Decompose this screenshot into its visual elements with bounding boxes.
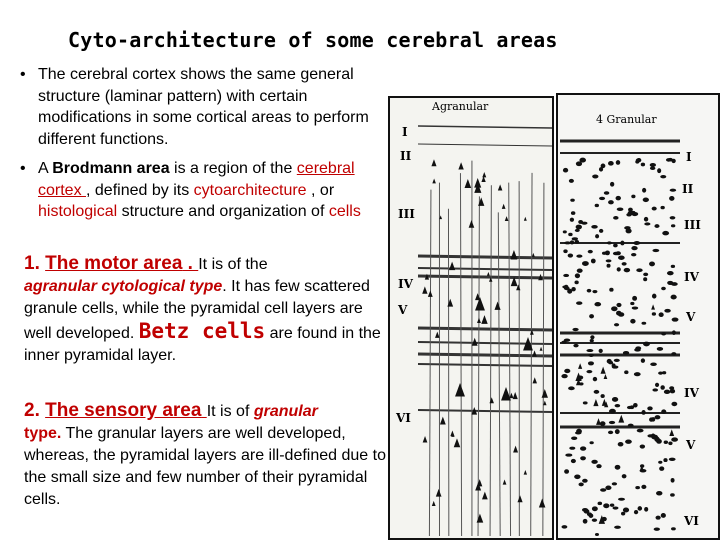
granule-cell xyxy=(640,445,645,449)
granule-cell xyxy=(591,225,598,229)
section-heading-suffix: . xyxy=(182,253,199,274)
granule-cell xyxy=(598,502,603,506)
granule-cell xyxy=(594,390,600,394)
granule-cell xyxy=(631,211,635,214)
granule-cell xyxy=(602,252,607,255)
granule-cell xyxy=(571,459,576,463)
granule-cell xyxy=(587,289,592,293)
granule-cell xyxy=(608,200,614,204)
granule-cell xyxy=(616,303,621,307)
granule-cell xyxy=(626,213,631,217)
granule-cell xyxy=(660,206,664,209)
granular-layer-label: V xyxy=(686,438,696,452)
granule-cell xyxy=(573,344,578,347)
granule-cell xyxy=(643,198,649,203)
granule-cell xyxy=(631,195,635,199)
granule-cell xyxy=(669,196,674,201)
granule-cell xyxy=(642,188,646,193)
granule-cell xyxy=(644,222,650,225)
granule-cell xyxy=(624,370,628,374)
granule-cell xyxy=(570,199,575,202)
granule-cell xyxy=(643,273,648,277)
granule-cell xyxy=(582,479,588,483)
granule-cell xyxy=(654,527,660,530)
granule-cell xyxy=(666,158,671,162)
granule-cell xyxy=(634,510,638,514)
granule-cell xyxy=(641,358,645,363)
granule-cell xyxy=(608,161,614,166)
section-body: The granular layers are well developed, whereas, the pyramidal layers are ill-defined due to the small size and few number of their pyramidal cells. xyxy=(24,425,386,508)
granule-cell xyxy=(638,506,643,511)
granule-cell xyxy=(592,174,598,178)
agranular-layer-label: I xyxy=(402,125,408,139)
granule-cell xyxy=(599,229,603,233)
bullet-text-part: , or xyxy=(306,181,335,199)
granule-cell xyxy=(572,237,578,240)
granule-cell xyxy=(630,319,635,324)
section-lead: It is of the xyxy=(198,256,268,273)
granule-cell xyxy=(569,179,574,183)
granule-cell xyxy=(635,346,641,349)
granule-cell xyxy=(580,446,586,450)
granule-cell xyxy=(603,503,609,508)
granule-cell xyxy=(623,508,629,513)
granule-cell xyxy=(570,218,574,222)
granule-cell xyxy=(610,503,615,506)
granular-layer-label: IV xyxy=(684,386,699,400)
bullet-brodmann-area xyxy=(20,158,383,223)
granule-cell xyxy=(572,328,578,331)
granule-cell xyxy=(574,474,580,479)
granule-cell xyxy=(644,217,648,222)
granule-cell xyxy=(655,383,659,387)
section-heading: The motor area xyxy=(45,253,183,274)
granule-cell xyxy=(661,287,666,290)
granule-cell xyxy=(650,362,657,365)
granule-cell xyxy=(671,265,675,268)
granule-cell xyxy=(671,224,675,227)
granule-cell xyxy=(617,267,621,271)
granule-cell xyxy=(670,389,675,393)
granule-cell xyxy=(576,161,582,166)
granule-cell xyxy=(595,533,599,536)
granule-cell xyxy=(664,390,670,394)
granule-cell xyxy=(652,294,656,299)
granule-cell xyxy=(609,288,613,292)
granule-cell xyxy=(612,363,616,368)
section-number: 2. xyxy=(24,400,46,421)
granule-cell xyxy=(571,287,575,291)
bullet-text-part: , defined by its xyxy=(86,181,194,199)
granule-cell xyxy=(659,312,664,317)
granule-cell xyxy=(564,241,571,244)
section-number: 1. xyxy=(24,253,46,274)
granule-cell xyxy=(672,318,679,322)
granule-cell xyxy=(576,429,582,434)
granule-cell xyxy=(574,280,578,284)
granule-cell xyxy=(670,216,676,219)
granule-cell xyxy=(634,372,641,376)
agranular-frame xyxy=(389,97,553,539)
granule-cell xyxy=(611,306,617,311)
granule-cell xyxy=(616,160,621,165)
link-cytoarchitecture[interactable]: cytoarchitecture xyxy=(193,181,307,199)
granule-cell xyxy=(577,268,583,272)
granule-cell xyxy=(605,486,611,490)
granule-cell xyxy=(672,159,676,163)
granule-cell xyxy=(607,359,612,364)
granule-cell xyxy=(636,268,642,272)
granule-cell xyxy=(635,486,640,489)
granule-cell xyxy=(671,282,678,286)
granule-cell xyxy=(568,254,573,258)
bullet-text-part: structure and organization of xyxy=(117,203,329,220)
granule-cell xyxy=(588,250,593,254)
granular-layer-label: II xyxy=(682,182,694,196)
agranular-layer-label: III xyxy=(398,207,415,221)
granule-cell xyxy=(595,204,599,207)
granular-layer-label: VI xyxy=(684,514,699,528)
granular-layer-label: I xyxy=(686,150,692,164)
granule-cell xyxy=(595,234,599,238)
granule-cell xyxy=(568,233,572,236)
brodmann-term: Brodmann area xyxy=(52,160,170,177)
granule-cell xyxy=(621,512,625,516)
granule-cell xyxy=(652,312,656,315)
granule-cell xyxy=(601,164,606,169)
granule-cell xyxy=(671,437,678,441)
granule-cell xyxy=(667,271,674,275)
granule-cell xyxy=(564,469,569,474)
bullet-text-part: is a region of the xyxy=(169,160,297,177)
granule-cell xyxy=(599,349,603,353)
section-body: are found in the inner pyramidal layer. xyxy=(24,325,381,364)
granule-cell xyxy=(626,229,632,234)
granule-cell xyxy=(663,458,667,462)
granule-cell xyxy=(592,518,597,521)
granule-cell xyxy=(670,493,675,496)
granule-cell xyxy=(618,498,625,501)
granule-cell xyxy=(655,415,661,419)
granule-cell xyxy=(650,166,655,170)
granule-cell xyxy=(576,225,582,230)
granule-cell xyxy=(593,377,597,381)
granule-cell xyxy=(600,488,606,492)
bullet-dot: • xyxy=(20,160,26,177)
granule-cell xyxy=(565,453,572,456)
granule-cell xyxy=(650,163,656,167)
granule-cell xyxy=(612,397,618,402)
granule-cell xyxy=(633,241,640,245)
granule-cell xyxy=(579,483,584,487)
section-body: . It has few scattered granule cells, while the pyramidal cell layers are well developed. xyxy=(24,278,370,342)
granule-cell xyxy=(630,405,634,409)
granular-layer-label: V xyxy=(686,310,696,324)
granule-cell xyxy=(614,359,620,362)
granule-cell xyxy=(561,374,567,378)
granule-cell xyxy=(649,262,655,267)
granule-cell xyxy=(616,311,621,316)
granule-cell xyxy=(631,253,636,256)
granule-cell xyxy=(596,464,601,468)
granule-cell xyxy=(660,175,666,178)
granule-cell xyxy=(568,386,575,390)
granule-cell xyxy=(628,424,634,427)
granule-cell xyxy=(592,290,597,293)
granular-label: 4 Granular xyxy=(596,113,657,126)
granule-cell xyxy=(657,168,661,173)
granule-cell xyxy=(652,249,659,252)
granule-cell xyxy=(609,409,616,414)
section-sensory-area xyxy=(24,400,386,511)
granular-layer-label: IV xyxy=(684,270,699,284)
link-cells[interactable]: cells xyxy=(328,203,361,220)
granule-cell xyxy=(631,246,637,250)
granule-cell xyxy=(590,339,594,342)
agranular-layer-label: IV xyxy=(398,277,413,291)
granule-cell xyxy=(643,342,650,347)
granule-cell xyxy=(607,264,611,268)
link-histological[interactable]: histological xyxy=(38,203,118,220)
granule-cell xyxy=(658,371,663,374)
granule-cell xyxy=(588,354,594,357)
granule-cell xyxy=(670,189,676,192)
granule-cell xyxy=(582,261,589,266)
granule-cell xyxy=(586,370,592,373)
granule-cell xyxy=(612,482,617,485)
granule-cell xyxy=(628,208,633,212)
granule-cell xyxy=(656,516,661,520)
granule-cell xyxy=(661,409,666,413)
section-motor-area xyxy=(24,253,386,367)
granule-cell xyxy=(601,394,605,398)
granule-cell xyxy=(658,461,662,464)
granule-cell xyxy=(582,508,588,512)
granule-cell xyxy=(672,330,676,335)
granule-cell xyxy=(652,388,658,391)
granule-cell xyxy=(630,302,634,305)
granule-cell xyxy=(656,491,662,496)
agranular-layer-label: II xyxy=(400,149,412,163)
granule-cell xyxy=(615,429,620,434)
agranular-label: Agranular xyxy=(432,100,489,113)
section-heading: The sensory area xyxy=(45,400,202,421)
granule-cell xyxy=(609,421,615,424)
granule-cell xyxy=(641,485,646,489)
granule-cell xyxy=(636,158,641,162)
granule-cell xyxy=(654,224,659,228)
granule-cell xyxy=(641,163,645,167)
granule-cell xyxy=(618,256,625,260)
betz-cells-term: Betz cells xyxy=(138,319,266,343)
agranular-layer-label: VI xyxy=(396,411,411,425)
granule-cell xyxy=(647,406,652,410)
granule-cell xyxy=(616,196,621,201)
agranular-layer-label: V xyxy=(398,303,408,317)
granule-cell xyxy=(589,314,594,318)
granule-cell xyxy=(564,285,568,289)
granule-cell xyxy=(563,274,569,277)
granular-type-line: type. xyxy=(24,425,62,442)
granule-cell xyxy=(564,339,570,342)
granule-cell xyxy=(614,323,619,326)
granule-cell xyxy=(632,306,639,309)
granule-cell xyxy=(590,335,594,339)
granule-cell xyxy=(637,429,644,433)
granule-cell xyxy=(575,240,579,244)
granule-cell xyxy=(563,230,567,233)
granule-cell xyxy=(569,447,575,450)
granule-cell xyxy=(571,211,575,215)
granule-cell xyxy=(571,437,577,440)
granule-cell xyxy=(613,252,619,256)
granule-cell xyxy=(632,296,637,301)
granule-cell xyxy=(618,442,624,447)
granule-cell xyxy=(583,401,588,404)
granular-layer-label: III xyxy=(684,218,701,232)
granule-cell xyxy=(622,262,627,265)
section-lead: It is of xyxy=(206,403,254,420)
slide-title: Cyto-architecture of some cerebral areas xyxy=(68,28,558,52)
granule-cell xyxy=(612,506,618,509)
bullet-pre: A xyxy=(38,160,53,177)
granule-cell xyxy=(617,208,624,211)
granule-cell xyxy=(600,421,606,426)
granule-cell xyxy=(581,222,587,225)
granule-cell xyxy=(591,460,597,464)
granular-cortex-figure xyxy=(556,93,720,540)
granule-cell xyxy=(599,197,605,200)
granule-cell xyxy=(641,410,645,415)
granule-cell xyxy=(671,352,676,355)
granule-cell xyxy=(671,527,676,530)
granule-cell xyxy=(576,255,582,258)
granule-cell xyxy=(669,458,676,461)
granule-cell xyxy=(610,182,614,187)
granule-cell xyxy=(659,466,664,471)
granule-cell xyxy=(662,231,669,236)
fiber-band xyxy=(418,354,552,356)
granule-cell xyxy=(586,349,593,352)
granule-cell xyxy=(652,207,657,211)
granule-cell xyxy=(606,259,612,262)
granule-cell xyxy=(661,513,666,518)
granule-cell xyxy=(641,322,646,325)
granule-cell xyxy=(625,439,632,443)
granule-cell xyxy=(613,244,618,248)
granule-cell xyxy=(644,507,648,512)
granule-cell xyxy=(664,309,670,313)
granule-cell xyxy=(575,273,580,278)
bullet-laminar-pattern xyxy=(20,64,383,150)
granule-cell xyxy=(613,216,618,220)
granule-cell xyxy=(664,440,668,443)
granule-cell xyxy=(657,347,663,351)
granule-cell xyxy=(643,277,647,281)
granule-cell xyxy=(564,369,570,373)
granule-cell xyxy=(583,519,588,524)
granule-cell xyxy=(620,241,624,246)
granule-cell xyxy=(563,168,568,173)
granule-cell xyxy=(561,525,567,528)
granule-cell xyxy=(614,526,621,529)
granule-cell xyxy=(671,402,677,406)
bullet-dot: • xyxy=(20,66,26,83)
granule-cell xyxy=(615,404,621,407)
granule-cell xyxy=(671,478,675,483)
bullet-text: The cerebral cortex shows the same general structure (laminar pattern) with certain modifications in some cortical areas to perform different functions. xyxy=(38,66,369,148)
granule-cell xyxy=(604,191,610,194)
agranular-cortex-figure xyxy=(388,96,554,540)
granule-cell xyxy=(615,465,621,470)
cytological-type-term: agranular cytological type xyxy=(24,278,223,295)
granule-cell xyxy=(589,441,593,444)
granule-cell xyxy=(563,249,567,253)
granule-cell xyxy=(591,259,596,264)
granule-cell xyxy=(594,302,601,306)
granule-cell xyxy=(580,456,586,460)
granule-cell xyxy=(660,385,664,390)
granule-cell xyxy=(668,441,672,445)
granule-cell xyxy=(592,506,598,511)
granule-cell xyxy=(624,268,630,273)
granule-cell xyxy=(588,361,594,365)
granule-cell xyxy=(661,332,666,335)
granule-cell xyxy=(576,301,582,305)
granule-cell xyxy=(608,431,613,434)
granular-type-word: granular xyxy=(253,403,318,420)
granule-cell xyxy=(623,351,629,355)
granule-cell xyxy=(671,295,677,300)
granule-cell xyxy=(607,241,612,244)
granule-cell xyxy=(622,474,627,478)
granule-cell xyxy=(651,433,655,437)
link-cerebral-cortex[interactable]: cerebral cortex xyxy=(38,160,355,199)
